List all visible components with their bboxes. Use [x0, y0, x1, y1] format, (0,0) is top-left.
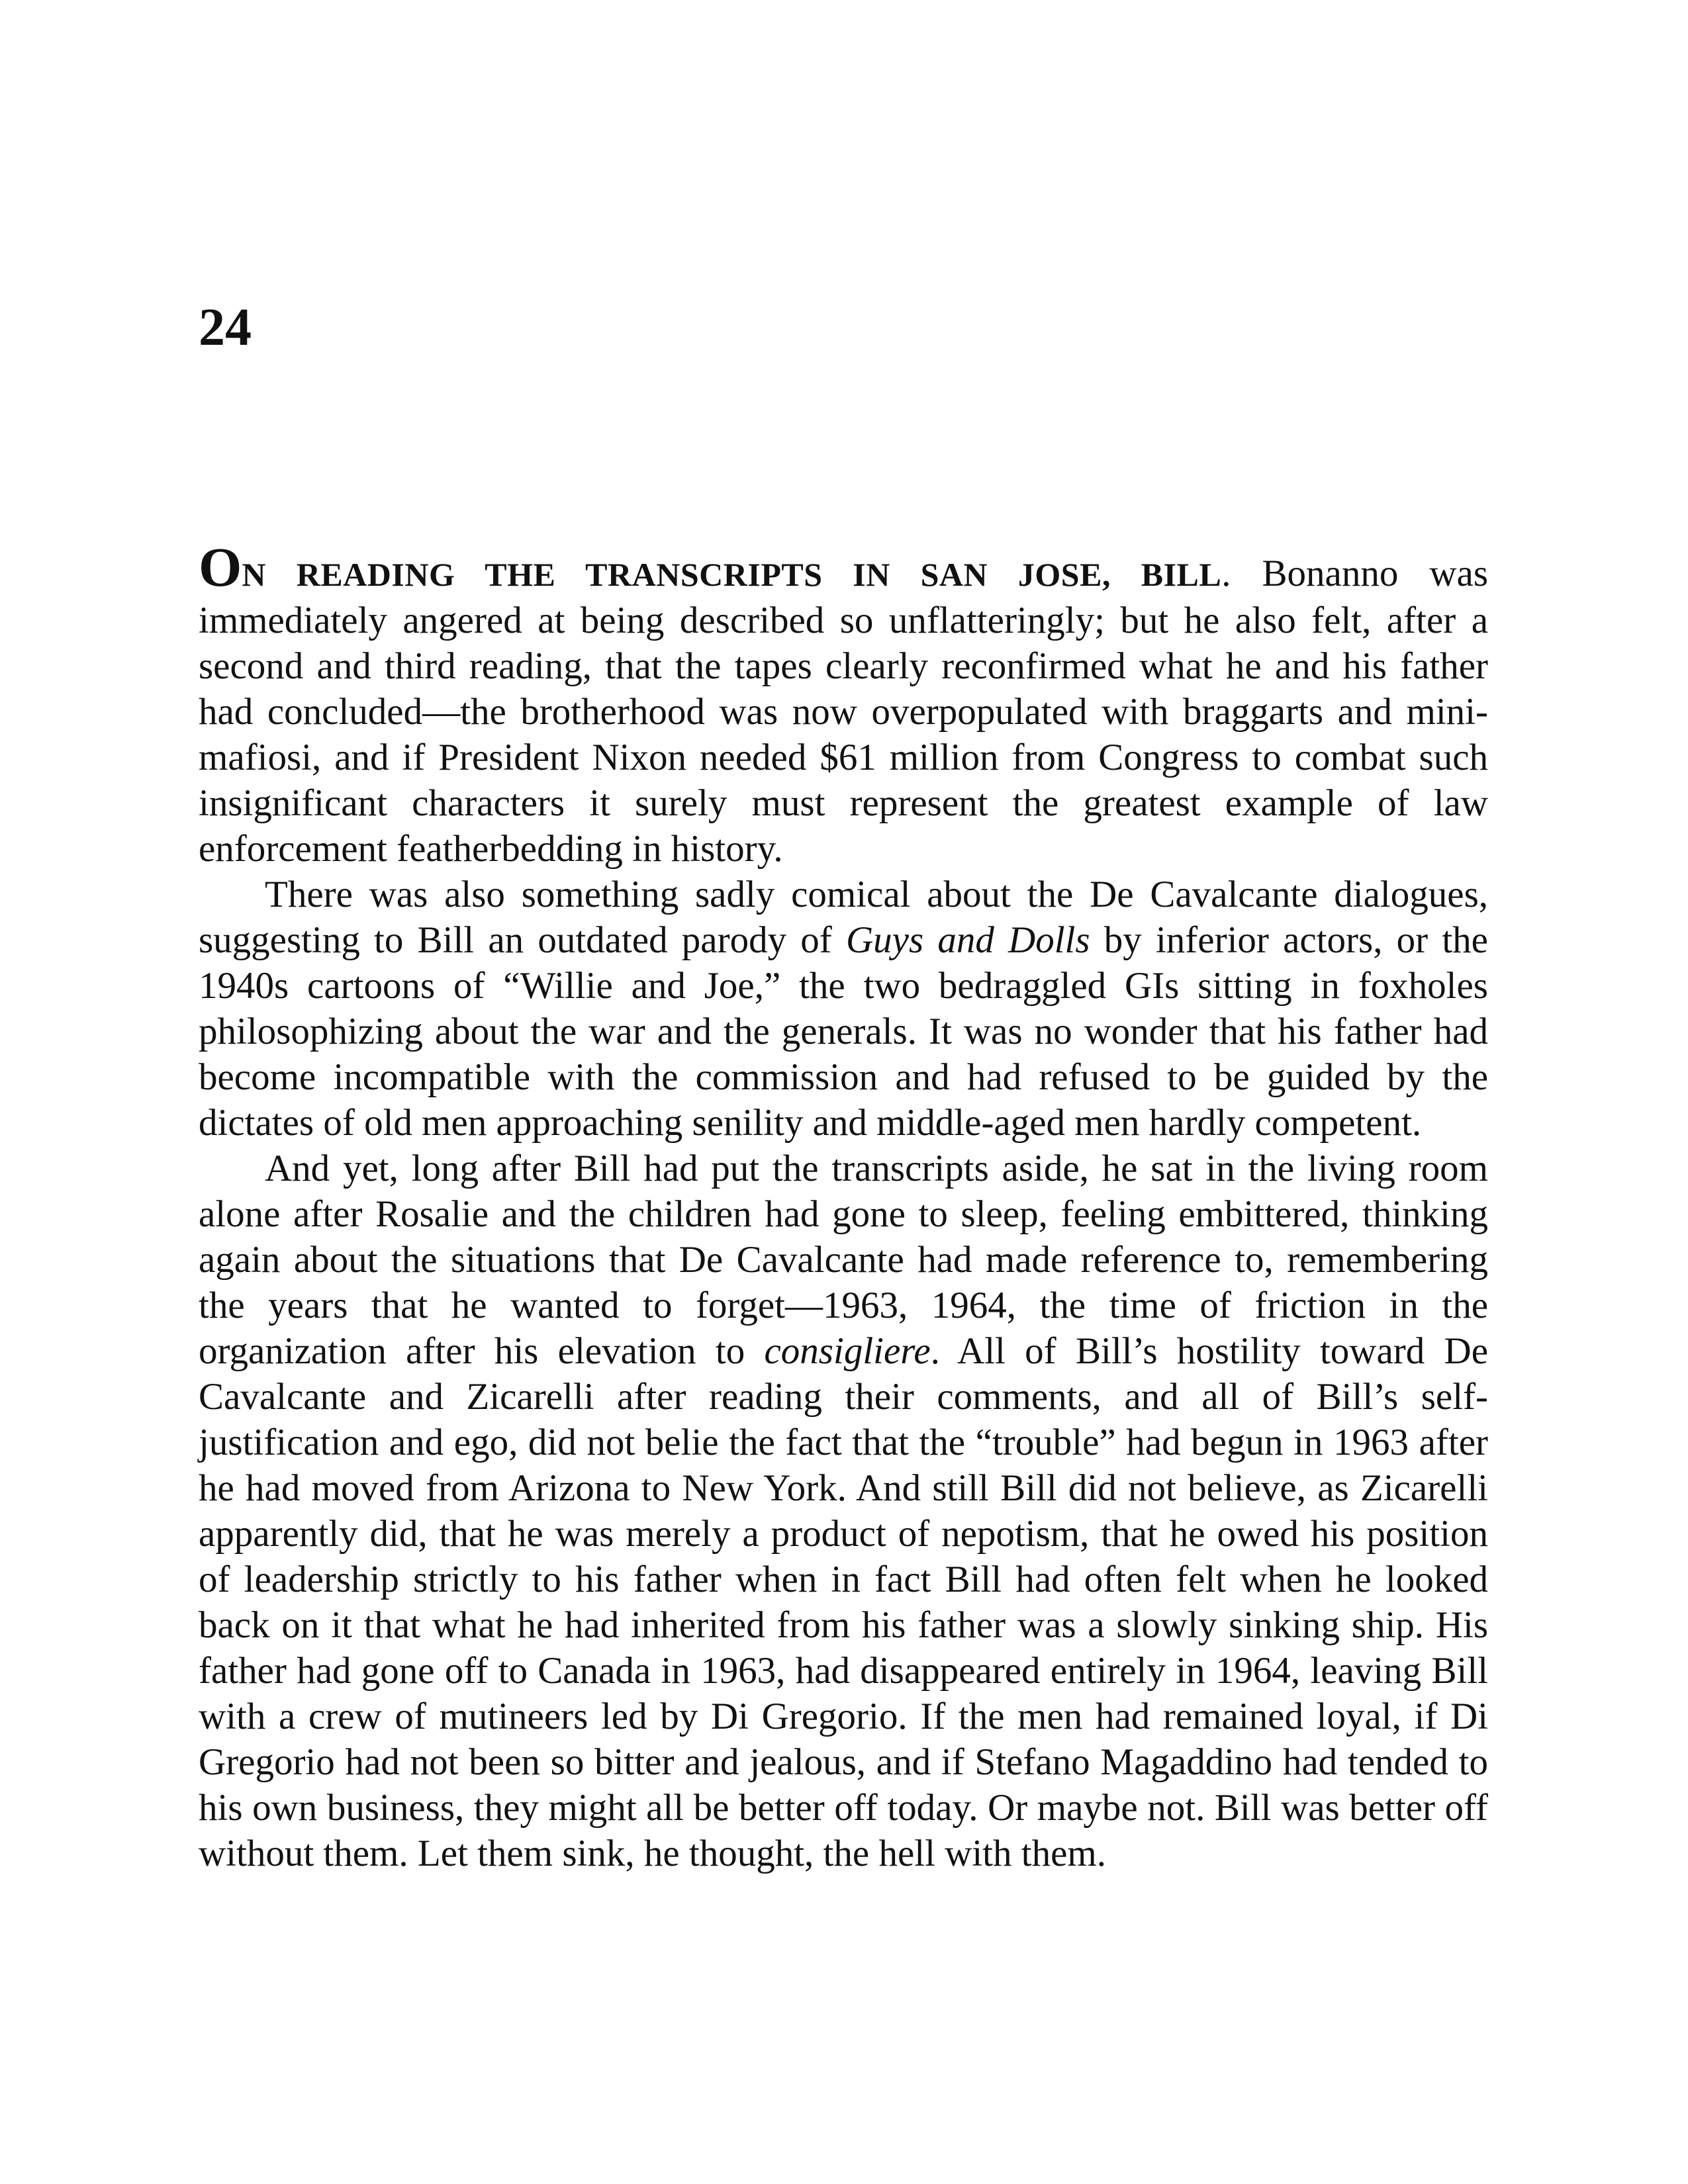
paragraph-1-text: . Bonanno was immediately angered at being described so unflatteringly; but he also felt, after a second and third reading, that the tapes clearly reconfirmed what he and his father had concluded—the brotherhood was now overpopulated with braggarts and mini-mafiosi, and if President Nixon needed $61 million from Congress to combat such insignificant characters it surely must represent the greatest example of law enforcement featherbedding in history.: [199, 553, 1488, 870]
paragraph-1: [199, 537, 1488, 872]
paragraph-2-italic-title: Guys and Dolls: [845, 919, 1090, 961]
paragraph-3: [199, 1146, 1488, 1876]
paragraph-3-text-after: . All of Bill’s hostility toward De Cavalcante and Zicarelli after reading their comments, and all of Bill’s self-justification and ego, did not belie the fact that the “trouble” had begun in 1963 after he had moved from Arizona to New York. And still Bill did not believe, as Zicarelli apparently did, that he was merely a product of nepotism, that he owed his position of leadership strictly to his father when in fact Bill had often felt when he looked back on it that what he had inherited from his father was a slowly sinking ship. His father had gone off to Canada in 1963, had disappeared entirely in 1964, leaving Bill with a crew of mutineers led by Di Gregorio. If the men had remained loyal, if Di Gregorio had not been so bitter and jealous, and if Stefano Magaddino had tended to his own business, they might all be better off today. Or maybe not. Bill was better off without them. Let them sink, he thought, the hell with them.: [199, 1330, 1488, 1874]
lead-in-small-caps: N READING THE TRANSCRIPTS IN SAN JOSE, BILL: [242, 556, 1222, 593]
chapter-number: 24: [199, 298, 252, 357]
paragraph-3-italic-term: consigliere: [764, 1330, 931, 1372]
paragraph-2: [199, 872, 1488, 1146]
paragraph-2-text-after: by inferior actors, or the 1940s cartoons of “Willie and Joe,” the two bedraggled GIs sitting in foxholes philosophizing about the war and the generals. It was no wonder that his father had become incompatible with the commission and had refused to be guided by the dictates of old men approaching senility and middle-aged men hardly competent.: [199, 919, 1488, 1144]
chapter-body: [199, 537, 1488, 1876]
paragraph-3-text-before: And yet, long after Bill had put the transcripts aside, he sat in the living room alone after Rosalie and the children had gone to sleep, feeling embittered, thinking again about the situations that De Cavalcante had made reference to, remembering the years that he wanted to forget—1963, 1964, the time of friction in the organization after his elevation to: [199, 1148, 1488, 1372]
drop-cap-letter: O: [199, 537, 242, 598]
paragraph-2-text-before: There was also something sadly comical about the De Cavalcante dialogues, suggesting to Bill an outdated parody of: [199, 874, 1488, 961]
